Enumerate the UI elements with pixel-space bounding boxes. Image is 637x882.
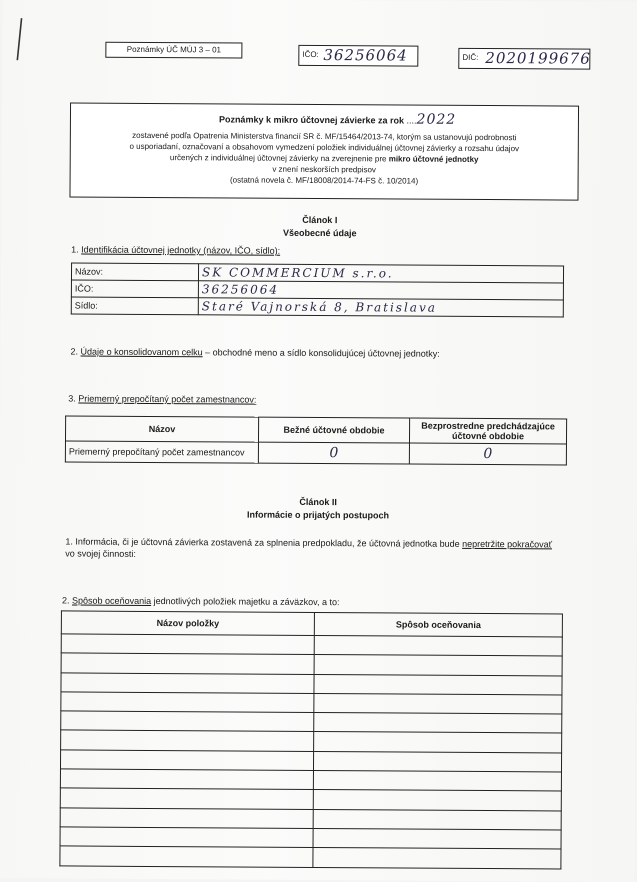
form-label-box [105, 42, 242, 59]
article2-subheading: Informácie o prijatých postupoch [246, 509, 390, 521]
dic-label: DIČ: [462, 52, 479, 62]
emp-header-previous: Bezprostredne predchádzajúce účtovné obdobie [409, 418, 566, 444]
val-header-item: Názov položky [61, 611, 314, 636]
title-box [69, 102, 579, 200]
table-header-row [61, 611, 562, 637]
pen-mark-icon [8, 16, 28, 64]
title-line4: v znení neskorších predpisov [272, 164, 376, 175]
employees-table [65, 415, 567, 465]
table-row [60, 846, 561, 868]
name-label: Názov: [71, 263, 198, 281]
title-line5: (ostatná novela č. MF/18008/2014-74-FS č. 10/2014) [229, 175, 419, 186]
ico-row-label: IČO: [71, 280, 198, 298]
a2-item1-line2: vo svojej činnosti: [65, 548, 136, 559]
year-dots: .... [406, 115, 417, 126]
name-value: SK COMMERCIUM s.r.o. [198, 264, 563, 283]
emp-header-name: Názov [65, 416, 258, 442]
ico-value: 36256064 [323, 46, 408, 65]
table-row [71, 297, 563, 317]
ico-row-value: 36256064 [198, 281, 563, 300]
ico-box [298, 45, 418, 67]
article1-item1 [71, 244, 280, 255]
article2-item1 [65, 536, 585, 549]
a2-item1-text: 1. Informácia, či je účtovná závierka zostavená za splnenia predpokladu, že účtovná jednotka bude [65, 536, 460, 549]
seat-value: Staré Vajnorská 8, Bratislava [198, 298, 563, 317]
form-label: Poznámky ÚČ MÚJ 3 – 01 [126, 44, 222, 55]
a2-item2-rest: jednotlivých položiek majetku a záväzkov, a to: [153, 595, 340, 608]
dic-box [458, 48, 590, 70]
dic-value: 2020199676 [485, 49, 591, 68]
title-line3 [71, 152, 578, 164]
title-line3-bold: mikro účtovné jednotky [388, 154, 479, 164]
val-header-method: Spôsob oceňovania [314, 612, 562, 637]
table-row [65, 441, 566, 465]
item2-rest: – obchodné meno a sídlo konsolidujúcej účtovnej jednotky: [205, 347, 440, 359]
title-line2: o usporiadaní, označovaní a obsahovom vymedzení položiek individuálnej účtovnej závierky a rozsahu údajov [129, 141, 520, 154]
emp-row-label: Priemerný prepočítaný počet zamestnancov [65, 441, 258, 463]
article2-item2 [62, 595, 340, 607]
item2-number: 2. [70, 346, 79, 357]
a2-item2-underlined: Spôsob oceňovania [72, 595, 152, 606]
year-value: 2022 [416, 111, 457, 128]
emp-row-current: 0 [258, 442, 409, 464]
item2-label: Údaje o konsolidovanom celku [80, 346, 203, 358]
article1-heading: Článok I [302, 214, 338, 226]
valuation-table [59, 610, 563, 869]
item3-number: 3. [68, 393, 76, 404]
article1-subheading: Všeobecné údaje [282, 227, 357, 239]
title-text [219, 110, 456, 127]
item1-label: Identifikácia účtovnej jednotky (názov, IČO, sídlo): [81, 244, 281, 256]
item3-label: Priemerný prepočítaný počet zamestnancov: [78, 393, 257, 405]
identification-table [71, 262, 564, 317]
a2-item2-number: 2. [61, 595, 70, 606]
a2-item1-underlined: nepretržite pokračovať [462, 538, 553, 550]
ico-label: IČO: [302, 49, 319, 59]
article1-item2 [71, 346, 440, 358]
emp-row-previous: 0 [409, 443, 566, 465]
article1-item3 [68, 393, 256, 404]
article2-heading: Článok II [299, 496, 337, 508]
title-line3-prefix: určených z individuálnej účtovnej závierky na zverejnenie pre [169, 153, 387, 164]
title-line1: zostavené podľa Opatrenia Ministerstva financií SR č. MF/15464/2013-74, ktorým sa ustanovujú podrobnosti [132, 130, 517, 143]
seat-label: Sídlo: [71, 297, 198, 315]
emp-header-current: Bežné účtovné obdobie [258, 417, 409, 443]
title-prefix: Poznámky k mikro účtovnej závierke za rok [218, 114, 405, 126]
item1-number: 1. [71, 244, 79, 255]
table-header-row [65, 416, 566, 444]
